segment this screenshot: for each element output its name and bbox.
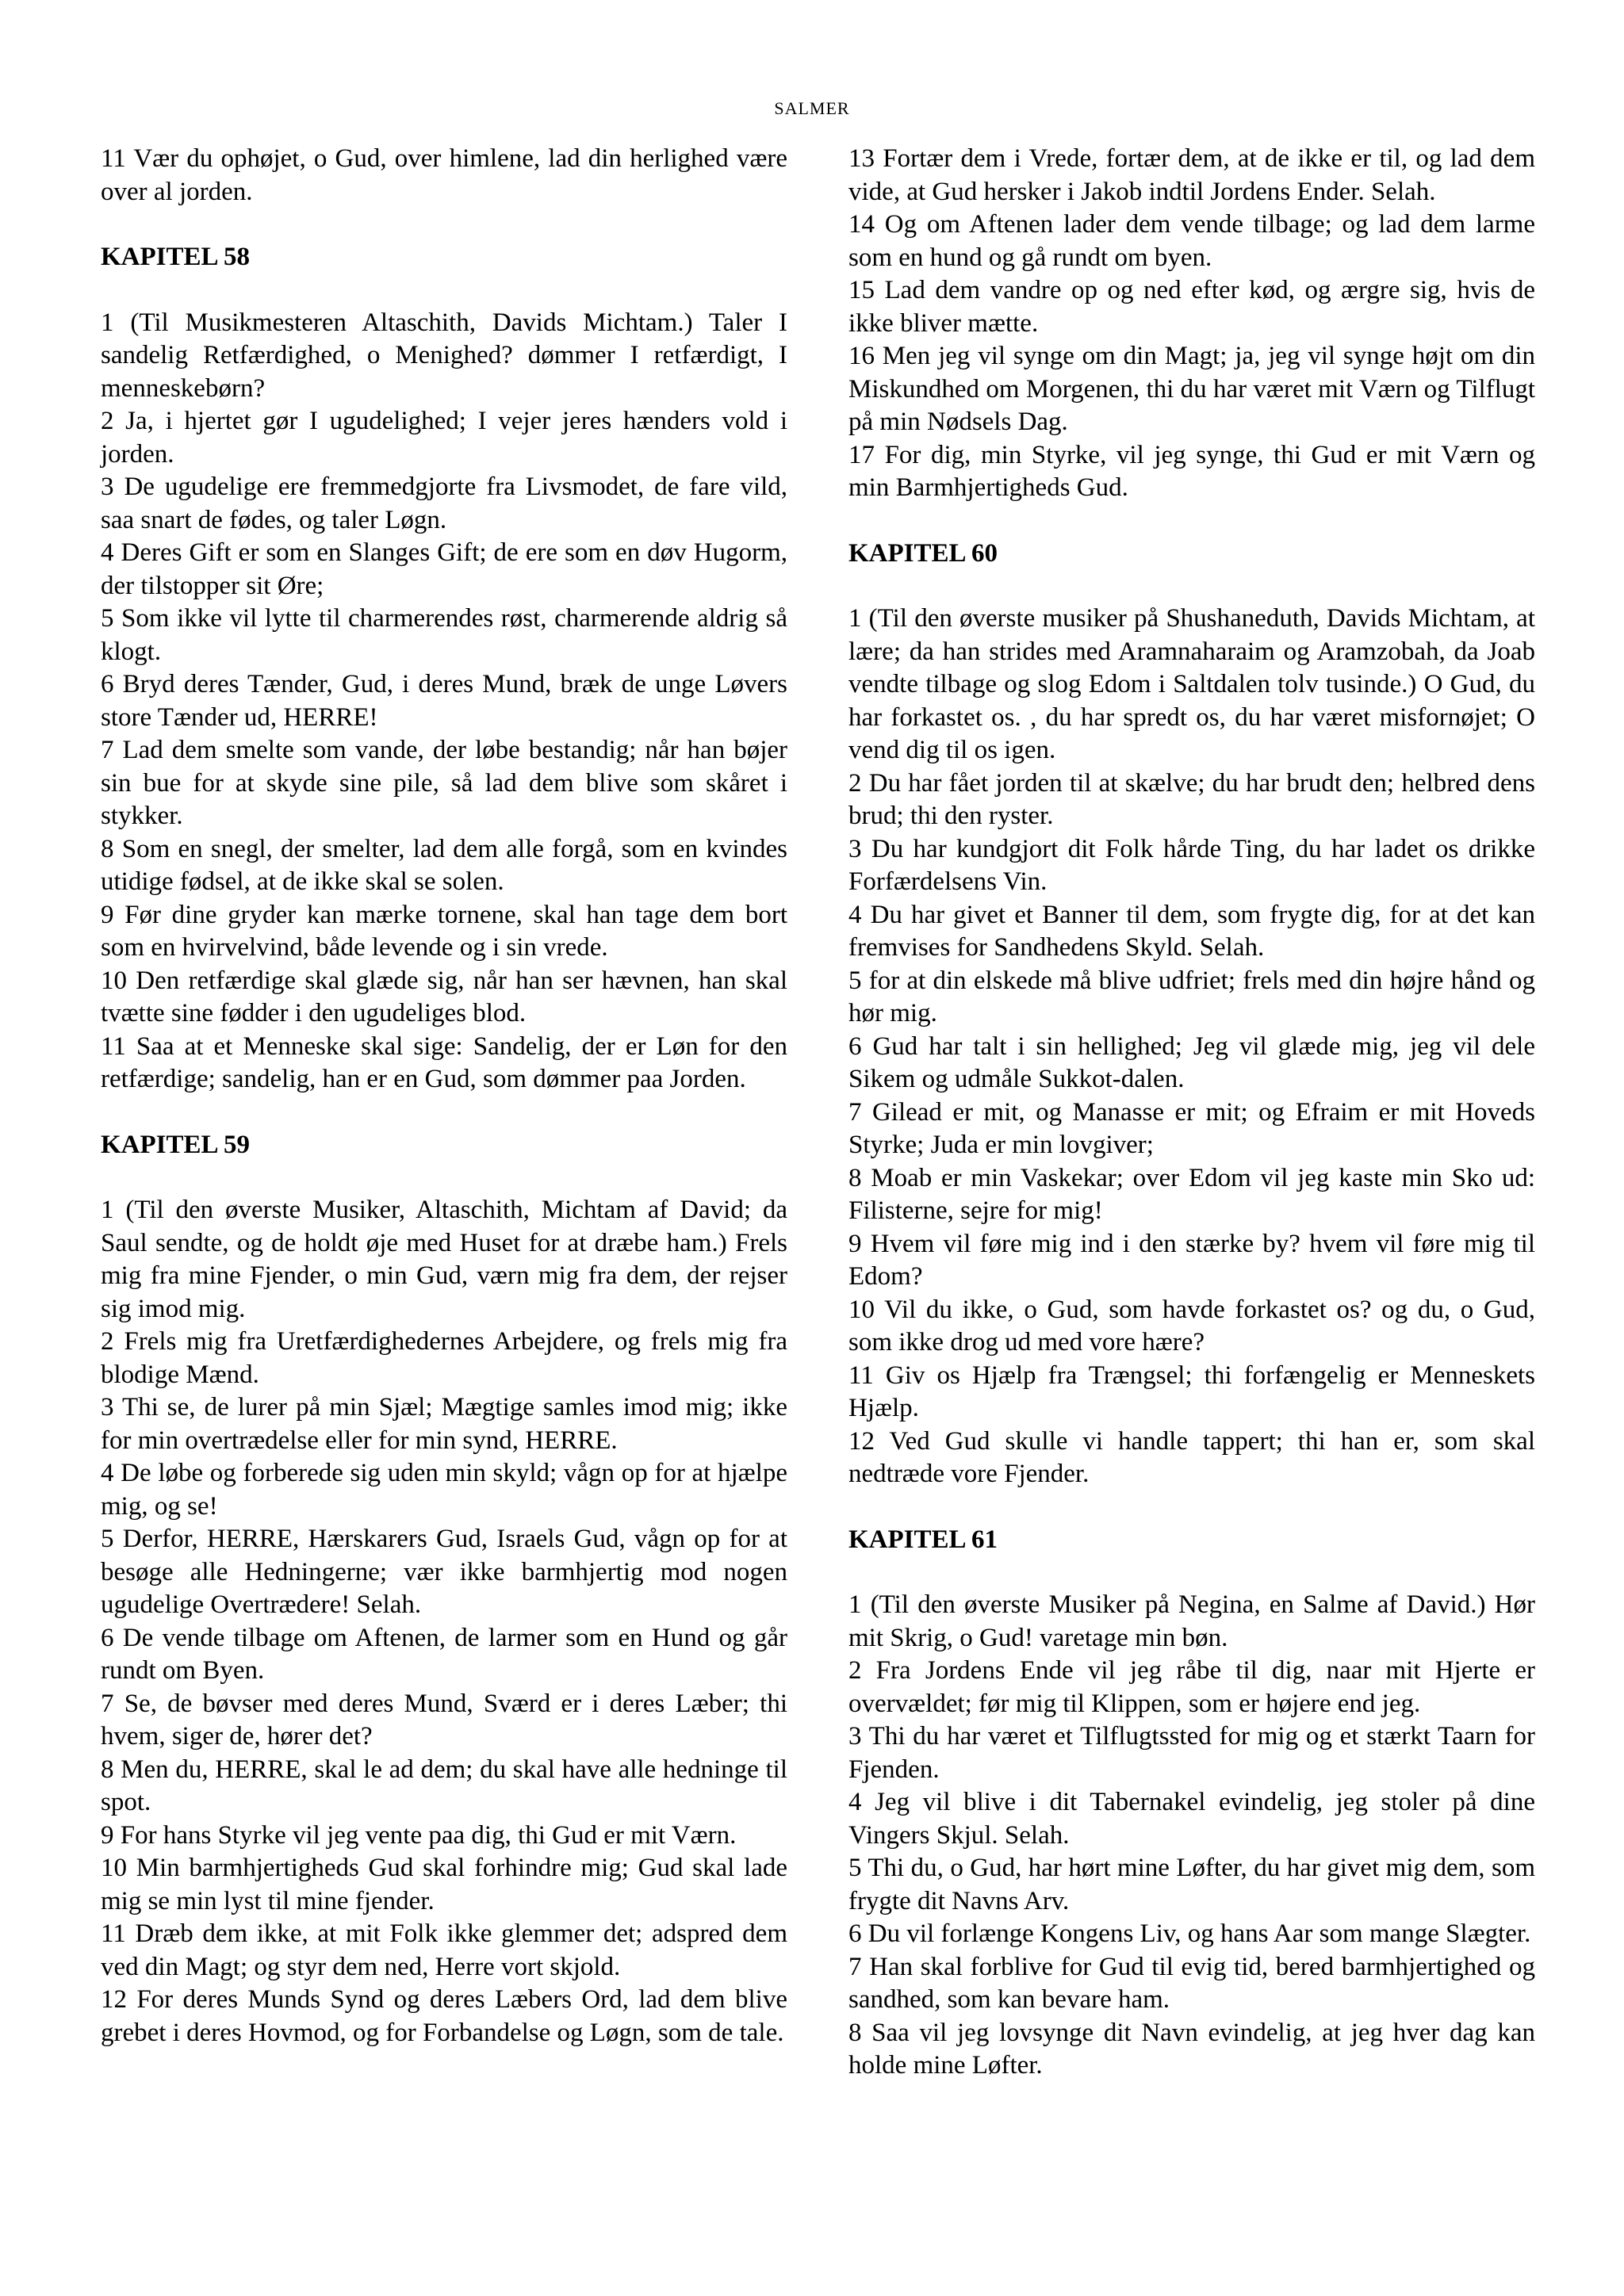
verse: 8 Men du, HERRE, skal le ad dem; du skal have alle hedninge til spot. (101, 1755, 787, 1816)
verse: 3 De ugudelige ere fremmedgjorte fra Livsmodet, de fare vild, saa snart de fødes, og taler Løgn. (101, 473, 787, 534)
verse: 5 Derfor, HERRE, Hærskarers Gud, Israels Gud, vågn op for at besøge alle Hedningerne; vær ikke barmhjertig mod nogen ugudelige Overtrædere! Selah. (101, 1525, 787, 1619)
verse: 15 Lad dem vandre op og ned efter kød, og ærgre sig, hvis de ikke bliver mætte. (848, 276, 1535, 338)
verse: 13 Fortær dem i Vrede, fortær dem, at de ikke er til, og lad dem vide, at Gud hersker i Jakob indtil Jordens Ender. Selah. (848, 144, 1535, 206)
verse: 11 Vær du ophøjet, o Gud, over himlene, lad din herlighed være over al jorden. (101, 144, 787, 206)
verse: 8 Saa vil jeg lovsynge dit Navn evindelig, at jeg hver dag kan holde mine Løfter. (848, 2018, 1535, 2080)
chapter-heading: KAPITEL 59 (101, 1130, 250, 1159)
verse: 6 Du vil forlænge Kongens Liv, og hans Aar som mange Slægter. (848, 1919, 1531, 1948)
chapter-heading: KAPITEL 60 (848, 538, 998, 568)
verse: 11 Giv os Hjælp fra Trængsel; thi forfængelig er Menneskets Hjælp. (848, 1360, 1535, 1422)
verse: 12 For deres Munds Synd og deres Læbers Ord, lad dem blive grebet i deres Hovmod, og for Forbandelse og Løgn, som de tale. (101, 1985, 787, 2047)
verse: 2 Frels mig fra Uretfærdighedernes Arbejdere, og frels mig fra blodige Mænd. (101, 1327, 787, 1389)
verse: 7 Gilead er mit, og Manasse er mit; og Efraim er mit Hoveds Styrke; Juda er min lovgiver; (848, 1097, 1535, 1159)
verse: 10 Min barmhjertigheds Gud skal forhindre mig; Gud skal lade mig se min lyst til mine fjender. (101, 1854, 787, 1915)
verse: 6 De vende tilbage om Aftenen, de larmer som en Hund og går rundt om Byen. (101, 1623, 787, 1685)
verse: 17 For dig, min Styrke, vil jeg synge, thi Gud er mit Værn og min Barmhjertigheds Gud. (848, 440, 1535, 502)
verse: 11 Dræb dem ikke, at mit Folk ikke glemmer det; adspred dem ved din Magt; og styr dem ned, Herre vort skjold. (101, 1919, 787, 1981)
verse: 3 Du har kundgjort dit Folk hårde Ting, du har ladet os drikke Forfærdelsens Vin. (848, 834, 1535, 896)
verse: 12 Ved Gud skulle vi handle tappert; thi han er, som skal nedtræde vore Fjender. (848, 1426, 1535, 1488)
verse: 3 Thi du har været et Tilflugtssted for mig og et stærkt Taarn for Fjenden. (848, 1722, 1535, 1784)
verse: 10 Den retfærdige skal glæde sig, når han ser hævnen, han skal tvætte sine fødder i den ugudeliges blod. (101, 966, 787, 1027)
verse: 7 Han skal forblive for Gud til evig tid, bered barmhjertighed og sandhed, som kan bevare ham. (848, 1952, 1535, 2014)
verse: 1 (Til den øverste Musiker, Altaschith, Michtam af David; da Saul sendte, og de holdt øje med Huset for at dræbe ham.) Frels mig fra mine Fjender, o min Gud, værn mig fra dem, der rejser sig imod mig. (101, 1196, 787, 1323)
verse: 7 Lad dem smelte som vande, der løbe bestandig; når han bøjer sin bue for at skyde sine pile, så lad dem blive som skåret i stykker. (101, 736, 787, 830)
verse: 10 Vil du ikke, o Gud, som havde forkastet os? og du, o Gud, som ikke drog ud med vore hære? (848, 1295, 1535, 1357)
verse: 11 Saa at et Menneske skal sige: Sandelig, der er Løn for den retfærdige; sandelig, han er en Gud, som dømmer paa Jorden. (101, 1031, 787, 1093)
verse: 14 Og om Aftenen lader dem vende tilbage; og lad dem larme som en hund og gå rundt om byen. (848, 210, 1535, 272)
verse: 1 (Til den øverste musiker på Shushaneduth, Davids Michtam, at lære; da han strides med Aramnaharaim og Aramzobah, da Joab vendte tilbage og slog Edom i Saltdalen tolv tusinde.) O Gud, du har forkastet os. , du har spredt os, du har været misfornøjet; O vend dig til os igen. (848, 604, 1535, 764)
verse: 2 Fra Jordens Ende vil jeg råbe til dig, naar mit Hjerte er overvældet; før mig til Klippen, som er højere end jeg. (848, 1656, 1535, 1718)
verse: 9 Hvem vil føre mig ind i den stærke by? hvem vil føre mig til Edom? (848, 1229, 1535, 1291)
verse: 4 Du har givet et Banner til dem, som frygte dig, for at det kan fremvises for Sandhedens Skyld. Selah. (848, 900, 1535, 962)
verse: 4 Jeg vil blive i dit Tabernakel evindelig, jeg stoler på dine Vingers Skjul. Selah. (848, 1788, 1535, 1850)
verse: 5 Thi du, o Gud, har hørt mine Løfter, du har givet mig dem, som frygte dit Navns Arv. (848, 1854, 1535, 1915)
verse: 9 Før dine gryder kan mærke tornene, skal han tage dem bort som en hvirvelvind, både levende og i sin vrede. (101, 900, 787, 962)
verse: 2 Du har fået jorden til at skælve; du har brudt den; helbred dens brud; thi den ryster. (848, 768, 1535, 830)
chapter-heading: KAPITEL 58 (101, 243, 250, 271)
verse: 8 Moab er min Vaskekar; over Edom vil jeg kaste min Sko ud: Filisterne, sejre for mig! (848, 1163, 1535, 1225)
verse: 8 Som en snegl, der smelter, lad dem alle forgå, som en kvindes utidige fødsel, at de ikke skal se solen. (101, 834, 787, 896)
right-column (848, 143, 1535, 2083)
chapter-heading: KAPITEL 61 (848, 1525, 998, 1554)
verse: 6 Bryd deres Tænder, Gud, i deres Mund, bræk de unge Løvers store Tænder ud, HERRE! (101, 670, 787, 732)
verse: 1 (Til den øverste Musiker på Negina, en Salme af David.) Hør mit Skrig, o Gud! varetage min bøn. (848, 1590, 1535, 1652)
verse: 7 Se, de bøvser med deres Mund, Sværd er i deres Læber; thi hvem, siger de, hører det? (101, 1689, 787, 1751)
verse: 5 for at din elskede må blive udfriet; frels med din højre hånd og hør mig. (848, 966, 1535, 1027)
verse: 9 For hans Styrke vil jeg vente paa dig, thi Gud er mit Værn. (101, 1820, 737, 1850)
verse: 4 De løbe og forberede sig uden min skyld; vågn op for at hjælpe mig, og se! (101, 1459, 787, 1521)
verse: 2 Ja, i hjertet gør I ugudelighed; I vejer jeres hænders vold i jorden. (101, 407, 787, 469)
verse: 5 Som ikke vil lytte til charmerendes røst, charmerende aldrig så klogt. (101, 604, 787, 666)
left-column (101, 143, 787, 2049)
verse: 3 Thi se, de lurer på min Sjæl; Mægtige samles imod mig; ikke for min overtrædelse eller for min synd, HERRE. (101, 1393, 787, 1455)
verse: 4 Deres Gift er som en Slanges Gift; de ere som en døv Hugorm, der tilstopper sit Øre; (101, 538, 787, 600)
verse: 6 Gud har talt i sin hellighed; Jeg vil glæde mig, jeg vil dele Sikem og udmåle Sukkot-dalen. (848, 1031, 1535, 1093)
running-header: SALMER (774, 98, 850, 118)
verse: 1 (Til Musikmesteren Altaschith, Davids Michtam.) Taler I sandelig Retfærdighed, o Menighed? dømmer I retfærdigt, I menneskebørn? (101, 308, 787, 403)
verse: 16 Men jeg vil synge om din Magt; ja, jeg vil synge højt om din Miskundhed om Morgenen, thi du har været mit Værn og Tilflugt på min Nødsels Dag. (848, 342, 1535, 436)
